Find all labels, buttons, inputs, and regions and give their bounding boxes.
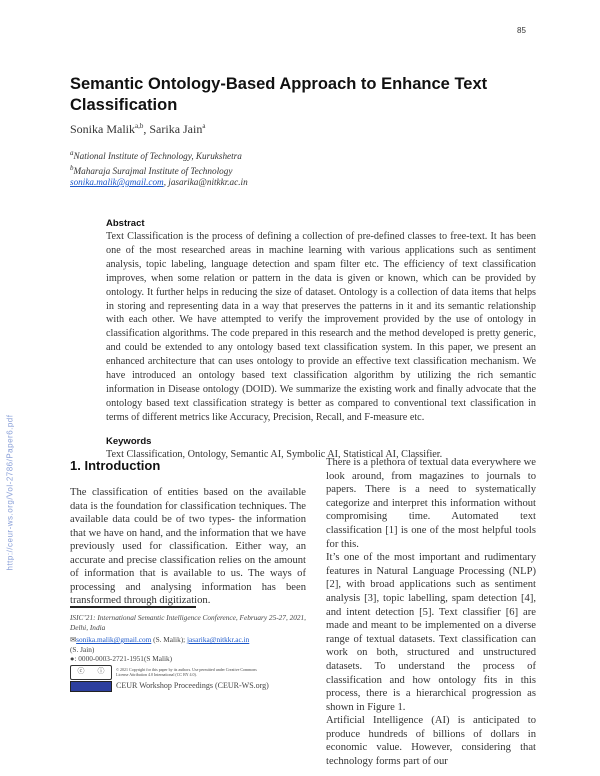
paragraph: There is a plethora of textual data everywhere we look around, from magazines to journals to papers. There is a need to systematically categorize and interpret this information without compromising time. Automated text classification [1] is one of the most helpful tools for this. [326, 457, 536, 550]
paragraph: It’s one of the most important and rudimentary features in Natural Language Processing (NLP) [2], with broad applications such as sentiment analysis [3], topic labelling, spam detection [4], and intent detection [5]. Text classifier [6] are made and meant to be implemented on a diverse range of textual datasets. Text classification can work on both, structured and unstructured datasets. To understand the process of classification and how ontology fits in this process, there is a hierarchical progression as shown in Figure 1. [326, 552, 536, 713]
author-name: Sonika Malik [70, 122, 135, 136]
paper-title: Semantic Ontology-Based Approach to Enhance Text Classification [70, 75, 488, 114]
email-link[interactable]: jasarika@nitkkr.ac.in [187, 635, 250, 644]
affiliations: $^a$National Institute of Technology, Kurukshetra $^b$Maharaja Surajmal Institute of Technology sonika.malik@gmail.com, jasarika@nitkkr.ac.in [70, 149, 248, 188]
page-number: 85 [517, 26, 526, 35]
paragraph: Artificial Intelligence (AI) is anticipated to produce hundreds of billions of dollars in economic value. However, considering that technology forms part of our [326, 715, 536, 768]
source-url-watermark: http://ceur-ws.org/Vol-2786/Paper6.pdf [5, 414, 15, 571]
keywords-heading: Keywords [106, 436, 152, 447]
cc-by-license-logo: ⓒ ⓘ [70, 665, 112, 680]
abstract-heading: Abstract [106, 218, 145, 229]
email-link[interactable]: sonika.malik@gmail.com [76, 635, 152, 644]
keywords-text: Text Classification, Ontology, Semantic AI, Symbolic AI, Statistical AI, Classifier. [106, 449, 443, 460]
footnote-rule [70, 606, 196, 608]
footnote: ISIC’21: International Semantic Intelligence Conference, February 25-27, 2021, Delhi, India ✉sonika.malik@gmail.com (S. Malik); jasarika@nitkkr.ac.in (S. Jain) ●: 0000-0003-2721-1951(S Malik) ⓒ ⓘ © 2021 Copyright for this paper by its authors. Use permitted under Creative Commons License Attribution 4.0 International (CC BY 4.0). CEUR Workshop Proceedings (CEUR-WS.org) [70, 613, 310, 692]
license-text: © 2021 Copyright for this paper by its authors. Use permitted under Creative Commons License Attribution 4.0 International (CC BY 4.0). [116, 667, 257, 677]
author-name: Sarika Jain [149, 122, 203, 136]
email-link[interactable]: sonika.malik@gmail.com [70, 177, 164, 188]
abstract-text: Text Classification is the process of defining a collection of pre-defined classes to free-text. It has been one of the most researched areas in machine learning with various applications such as sentiment analysis, topic labeling, language detection and spam filter etc. The efficiency of text classification improves, when some relation or pattern in the data is given or known, which can be provided by ontology. It further helps in reducing the size of dataset. Ontology is a collection of data items that helps in storing and representing data in a way that preserves the patterns in it and its semantic relationship with each other. We have attempted to verify the improvement provided by the use of ontology in classification algorithms. The code prepared in this research and the method developed is pretty generic, and could be extended to any ontology based text classification system. In this paper, we present an enhanced architecture that can uses ontology to provide an effective text classification mechanism. We have introduced an ontology based text classification algorithm by utilizing the rich semantic information in Disease ontology (DOID). We summarize the existing work and finally advocate that the ontology based text classification strategy is better as compared to conventional text classification in terms of different metrics like Accuracy, Precision, Recall, and F-measure etc. [106, 231, 536, 423]
conference-note: ISIC’21: International Semantic Intelligence Conference, February 25-27, 2021, Delhi, India [70, 613, 307, 632]
authors: Sonika Malik$^{a,b}$, Sarika Jain$^a$ [70, 122, 206, 136]
affiliation: Maharaja Surajmal Institute of Technology [73, 165, 233, 176]
section-heading: 1. Introduction [70, 458, 161, 473]
intro-right-column [326, 456, 536, 769]
envelope-icon: ✉ [70, 635, 77, 644]
ceur-logo [70, 681, 112, 692]
proceedings-text: CEUR Workshop Proceedings (CEUR-WS.org) [116, 681, 269, 691]
email: jasarika@nitkkr.ac.in [168, 177, 248, 188]
intro-left-paragraph: The classification of entities based on the available data is the foundation for classification techniques. The available data could be of two types- the information that we have on hand, and the information that we have previously used for classification. Either way, an accurate and precise classification relies on the amount of information that is available to us. The ways of processing and analysing information has been transformed through digitization. [70, 487, 306, 606]
orcid-icon: ● [70, 654, 75, 663]
affiliation: National Institute of Technology, Kurukshetra [73, 151, 242, 162]
